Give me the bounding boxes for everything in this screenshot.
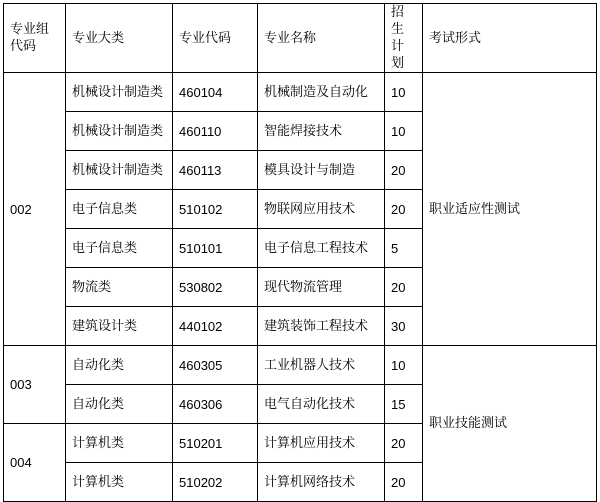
category-cell: 自动化类: [66, 346, 173, 385]
plan-cell: 10: [385, 346, 423, 385]
enrollment-table: [3, 3, 597, 502]
category-cell: 自动化类: [66, 385, 173, 424]
table-row: [4, 73, 597, 112]
header-row: [4, 4, 597, 73]
major-name-cell: 工业机器人技术: [258, 346, 385, 385]
major-code-cell: 530802: [173, 268, 258, 307]
header-exam-form: 考试形式: [423, 4, 597, 73]
exam-form-cell: 职业技能测试: [423, 346, 597, 502]
major-code-cell: 460306: [173, 385, 258, 424]
category-cell: 计算机类: [66, 463, 173, 502]
major-name-cell: 电子信息工程技术: [258, 229, 385, 268]
plan-cell: 20: [385, 151, 423, 190]
plan-cell: 20: [385, 268, 423, 307]
category-cell: 建筑设计类: [66, 307, 173, 346]
category-cell: 物流类: [66, 268, 173, 307]
major-code-cell: 510202: [173, 463, 258, 502]
header-plan: 招生计划: [385, 4, 423, 73]
category-cell: 机械设计制造类: [66, 73, 173, 112]
major-name-cell: 智能焊接技术: [258, 112, 385, 151]
major-code-cell: 510201: [173, 424, 258, 463]
major-name-cell: 物联网应用技术: [258, 190, 385, 229]
table-row: [4, 346, 597, 385]
major-name-cell: 模具设计与制造: [258, 151, 385, 190]
plan-cell: 5: [385, 229, 423, 268]
header-group-code: 专业组代码: [4, 4, 66, 73]
major-name-cell: 电气自动化技术: [258, 385, 385, 424]
plan-cell: 15: [385, 385, 423, 424]
plan-cell: 20: [385, 463, 423, 502]
major-code-cell: 510102: [173, 190, 258, 229]
major-name-cell: 现代物流管理: [258, 268, 385, 307]
major-name-cell: 建筑装饰工程技术: [258, 307, 385, 346]
major-code-cell: 460113: [173, 151, 258, 190]
category-cell: 机械设计制造类: [66, 112, 173, 151]
category-cell: 计算机类: [66, 424, 173, 463]
plan-cell: 30: [385, 307, 423, 346]
exam-form-cell: 职业适应性测试: [423, 73, 597, 346]
group-code-cell: 002: [4, 73, 66, 346]
major-code-cell: 440102: [173, 307, 258, 346]
category-cell: 机械设计制造类: [66, 151, 173, 190]
group-code-cell: 004: [4, 424, 66, 502]
major-name-cell: 计算机应用技术: [258, 424, 385, 463]
header-category: 专业大类: [66, 4, 173, 73]
plan-cell: 10: [385, 112, 423, 151]
group-code-cell: 003: [4, 346, 66, 424]
major-code-cell: 460110: [173, 112, 258, 151]
major-code-cell: 460305: [173, 346, 258, 385]
header-major-name: 专业名称: [258, 4, 385, 73]
major-name-cell: 机械制造及自动化: [258, 73, 385, 112]
major-code-cell: 510101: [173, 229, 258, 268]
category-cell: 电子信息类: [66, 229, 173, 268]
plan-cell: 20: [385, 190, 423, 229]
major-name-cell: 计算机网络技术: [258, 463, 385, 502]
header-major-code: 专业代码: [173, 4, 258, 73]
category-cell: 电子信息类: [66, 190, 173, 229]
major-code-cell: 460104: [173, 73, 258, 112]
plan-cell: 20: [385, 424, 423, 463]
plan-cell: 10: [385, 73, 423, 112]
